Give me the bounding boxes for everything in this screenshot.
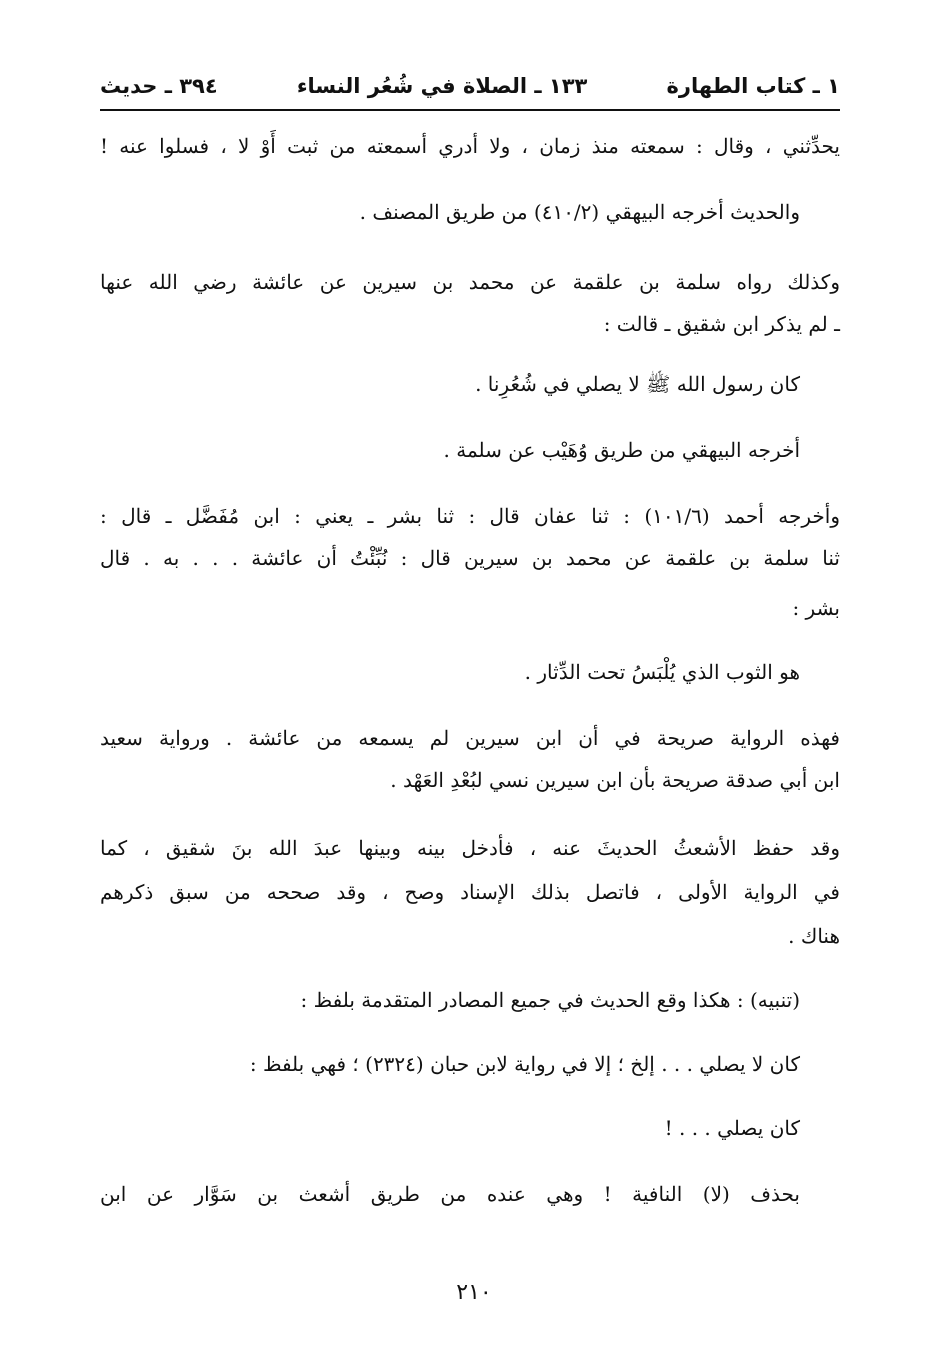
text-line: أخرجه البيهقي من طريق وُهَيْب عن سلمة . xyxy=(443,438,800,462)
text-line: يحدِّثني ، وقال : سمعته منذ زمان ، ولا أدري أسمعته من ثبت أَوْ لا ، فسلوا عنه ! xyxy=(100,134,840,158)
header-divider xyxy=(100,109,840,111)
text-line: كان رسول الله ﷺ لا يصلي في شُعُرِنا . xyxy=(475,372,800,396)
running-header xyxy=(100,66,840,106)
text-line: بشر : xyxy=(792,596,840,620)
text-line: كان يصلي . . . ! xyxy=(664,1116,800,1140)
text-line: وأخرجه أحمد (١٠١/٦) : ثنا عفان قال : ثنا بشر ـ يعني : ابن مُفَضَّل ـ قال : xyxy=(100,504,840,528)
text-line: بحذف (لا) النافية ! وهي عنده من طريق أشعث بن سَوَّار عن ابن xyxy=(100,1182,800,1206)
header-hadith-number: ٣٩٤ ـ حديث xyxy=(100,74,218,98)
page-number: ٢١٠ xyxy=(456,1280,492,1305)
text-line: في الرواية الأولى ، فاتصل بذلك الإسناد وصح ، وقد صححه من سبق ذكرهم xyxy=(100,880,840,904)
text-line: وقد حفظ الأشعثُ الحديثَ عنه ، فأدخل بينه وبينها عبدَ الله بنَ شقيق ، كما xyxy=(100,836,840,860)
text-line: والحديث أخرجه البيهقي (٤١٠/٢) من طريق المصنف . xyxy=(359,200,800,224)
text-line: وكذلك رواه سلمة بن علقمة عن محمد بن سيرين عن عائشة رضي الله عنها xyxy=(100,270,840,294)
text-line: (تنبيه) : هكذا وقع الحديث في جميع المصادر المتقدمة بلفظ : xyxy=(300,988,800,1012)
header-book-chapter: ١ ـ كتاب الطهارة xyxy=(666,74,840,98)
text-line: هناك . xyxy=(788,924,840,948)
text-line: ابن أبي صدقة صريحة بأن ابن سيرين نسي لبُعْدِ العَهْد . xyxy=(390,768,840,792)
text-line: ـ لم يذكر ابن شقيق ـ قالت : xyxy=(603,312,840,336)
text-line: كان لا يصلي . . . إلخ ؛ إلا في رواية لابن حبان (٢٣٢٤) ؛ فهي بلفظ : xyxy=(249,1052,800,1076)
header-section-title: ١٣٣ ـ الصلاة في شُعُر النساء xyxy=(296,74,588,98)
text-line: فهذه الرواية صريحة في أن ابن سيرين لم يسمعه من عائشة . ورواية سعيد xyxy=(100,726,840,750)
text-line: ثنا سلمة بن علقمة عن محمد بن سيرين قال : نُبِّئْتُ أن عائشة . . . به . قال xyxy=(100,546,840,570)
text-line: هو الثوب الذي يُلْبَسُ تحت الدِّثار . xyxy=(524,660,800,684)
